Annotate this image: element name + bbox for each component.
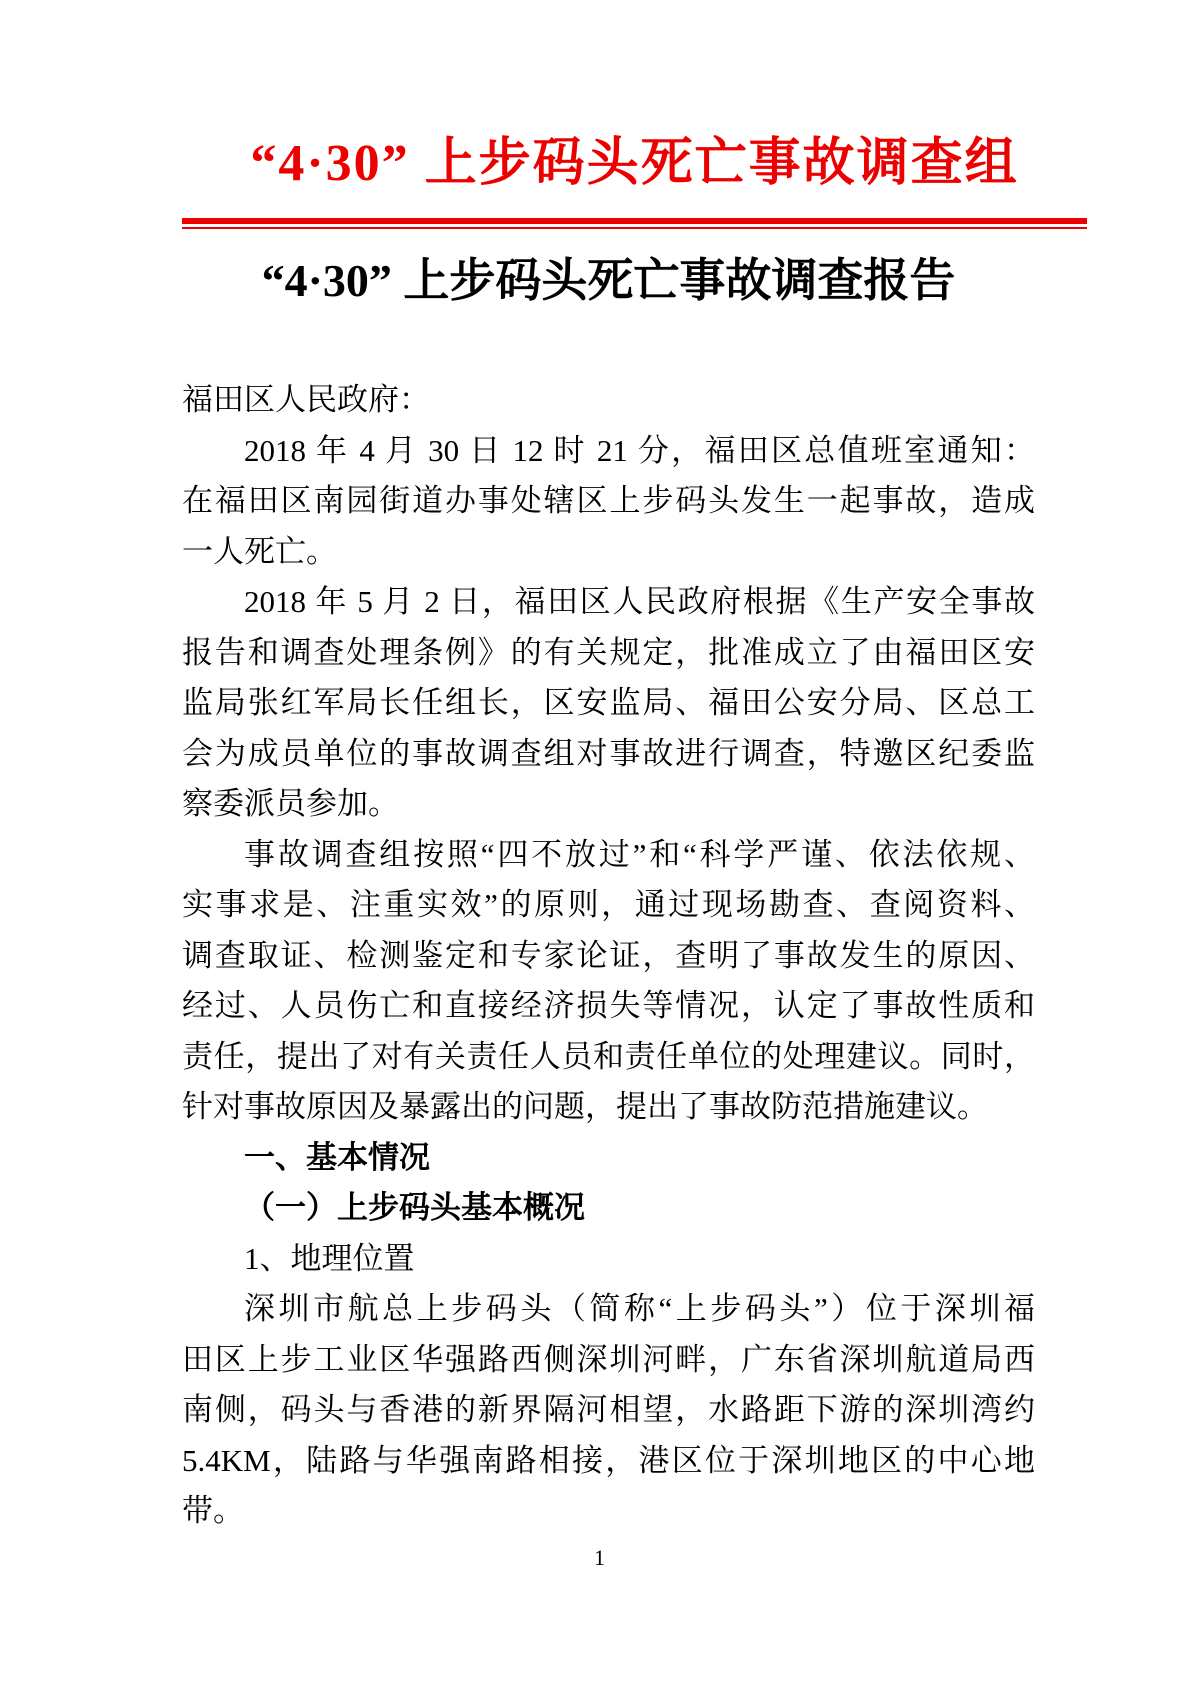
text-line: 深圳市航总上步码头（简称“上步码头”）位于深圳福 bbox=[244, 1291, 1035, 1326]
text-line: 责任，提出了对有关责任人员和责任单位的处理建议。同时， bbox=[182, 1038, 1035, 1074]
text-line: 福田区人民政府： bbox=[182, 382, 430, 417]
text-line: 实事求是、注重实效”的原则，通过现场勘查、查阅资料、 bbox=[182, 887, 1035, 922]
text-line: 田区上步工业区华强路西侧深圳河畔，广东省深圳航道局西 bbox=[182, 1341, 1035, 1377]
page-footer bbox=[0, 1545, 1199, 1571]
text-line: 调查取证、检测鉴定和专家论证，查明了事故发生的原因、 bbox=[182, 937, 1035, 973]
section-heading-line: 一、基本情况 bbox=[244, 1139, 430, 1175]
document-header bbox=[0, 0, 1199, 229]
text-line: 会为成员单位的事故调查组对事故进行调查，特邀区纪委监 bbox=[182, 735, 1035, 771]
document-body bbox=[182, 375, 1035, 1537]
text-line: 带。 bbox=[182, 1493, 244, 1528]
text-line: 经过、人员伤亡和直接经济损失等情况，认定了事故性质和 bbox=[182, 988, 1035, 1023]
text-line: 南侧，码头与香港的新界隔河相望，水路距下游的深圳湾约 bbox=[182, 1392, 1035, 1427]
text-line: 针对事故原因及暴露出的问题，提出了事故防范措施建议。 bbox=[182, 1089, 988, 1124]
text-line: 1、地理位置 bbox=[244, 1240, 415, 1276]
text-line: 一人死亡。 bbox=[182, 533, 337, 569]
text-line: 2018 年 5 月 2 日，福田区人民政府根据《生产安全事故 bbox=[244, 584, 1035, 619]
text-line: 5.4KM，陆路与华强南路相接，港区位于深圳地区的中心地 bbox=[182, 1442, 1035, 1478]
text-line: 报告和调查处理条例》的有关规定，批准成立了由福田区安 bbox=[182, 634, 1035, 670]
page-number: 1 bbox=[594, 1545, 605, 1570]
text-line: 监局张红军局长任组长，区安监局、福田公安分局、区总工 bbox=[182, 685, 1035, 720]
section-heading-line: （一）上步码头基本概况 bbox=[244, 1190, 585, 1225]
text-line: 察委派员参加。 bbox=[182, 786, 399, 821]
text-line: 在福田区南园街道办事处辖区上步码头发生一起事故，造成 bbox=[182, 483, 1035, 518]
document-title: “4·30” 上步码头死亡事故调查报告 bbox=[261, 255, 956, 306]
text-line: 2018 年 4 月 30 日 12 时 21 分，福田区总值班室通知： bbox=[244, 432, 1035, 468]
header-title: “4·30” 上步码头死亡事故调查组 bbox=[250, 135, 1019, 192]
text-line: 事故调查组按照“四不放过”和“科学严谨、依法依规、 bbox=[244, 836, 1035, 872]
header-rule bbox=[182, 218, 1087, 229]
